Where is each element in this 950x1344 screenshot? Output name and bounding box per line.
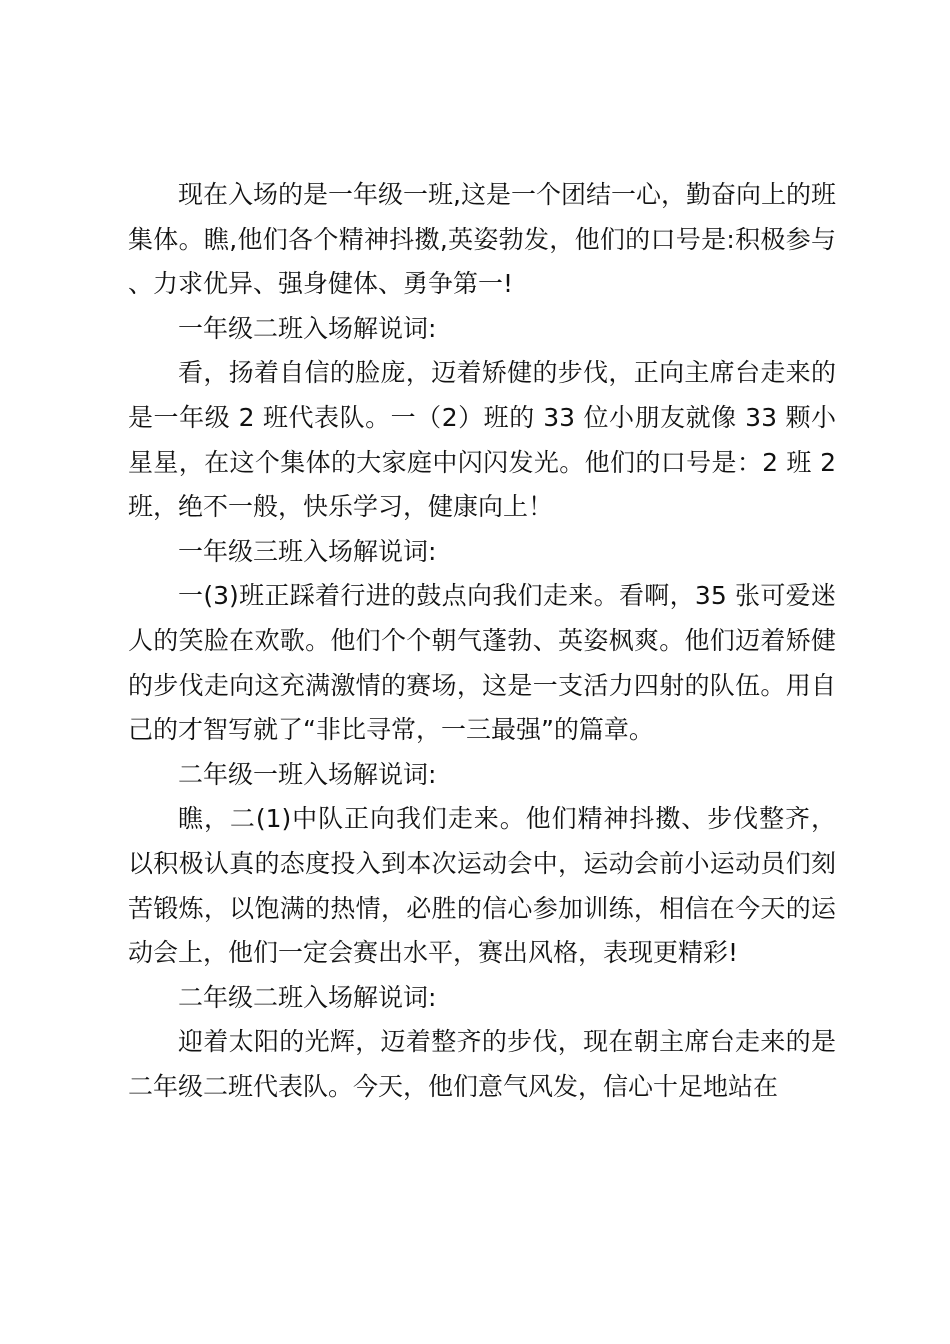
paragraph-class-2-1: 瞧，二(1)中队正向我们走来。他们精神抖擞、步伐整齐，以积极认真的态度投入到本次运动会中，运动会前小运动员们刻苦锻炼，以饱满的热情，必胜的信心参加训练，相信在今天的运动会上，他们一定会赛出水平，赛出风格，表现更精彩!: [128, 804, 836, 968]
paragraph-class-1-2: 看，扬着自信的脸庞，迈着矫健的步伐，正向主席台走来的是一年级 2 班代表队。一（2）班的 33 位小朋友就像 33 颗小星星，在这个集体的大家庭中闪闪发光。他们的口号是：2 班 2 班，绝不一般，快乐学习，健康向上！: [128, 358, 836, 522]
heading-class-1-3: 一年级三班入场解说词:: [178, 536, 437, 566]
heading-class-2-2: 二年级二班入场解说词:: [178, 982, 437, 1012]
heading-class-2-1: 二年级一班入场解说词:: [178, 759, 437, 789]
paragraph-class-1-3: 一(3)班正踩着行进的鼓点向我们走来。看啊，35 张可爱迷人的笑脸在欢歌。他们个个朝气蓬勃、英姿枫爽。他们迈着矫健的步伐走向这充满激情的赛场，这是一支活力四射的队伍。用自己的才智写就了“非比寻常，一三最强”的篇章。: [128, 581, 836, 745]
paragraph-class-2-2: 迎着太阳的光辉，迈着整齐的步伐，现在朝主席台走来的是二年级二班代表队。今天，他们意气风发，信心十足地站在: [128, 1027, 836, 1101]
heading-class-1-2: 一年级二班入场解说词:: [178, 313, 437, 343]
paragraph-class-1-1-intro: 现在入场的是一年级一班,这是一个团结一心，勤奋向上的班集体。瞧,他们各个精神抖擞,英姿勃发，他们的口号是:积极参与、力求优异、强身健体、勇争第一!: [128, 180, 836, 299]
document-body: [128, 173, 836, 1109]
